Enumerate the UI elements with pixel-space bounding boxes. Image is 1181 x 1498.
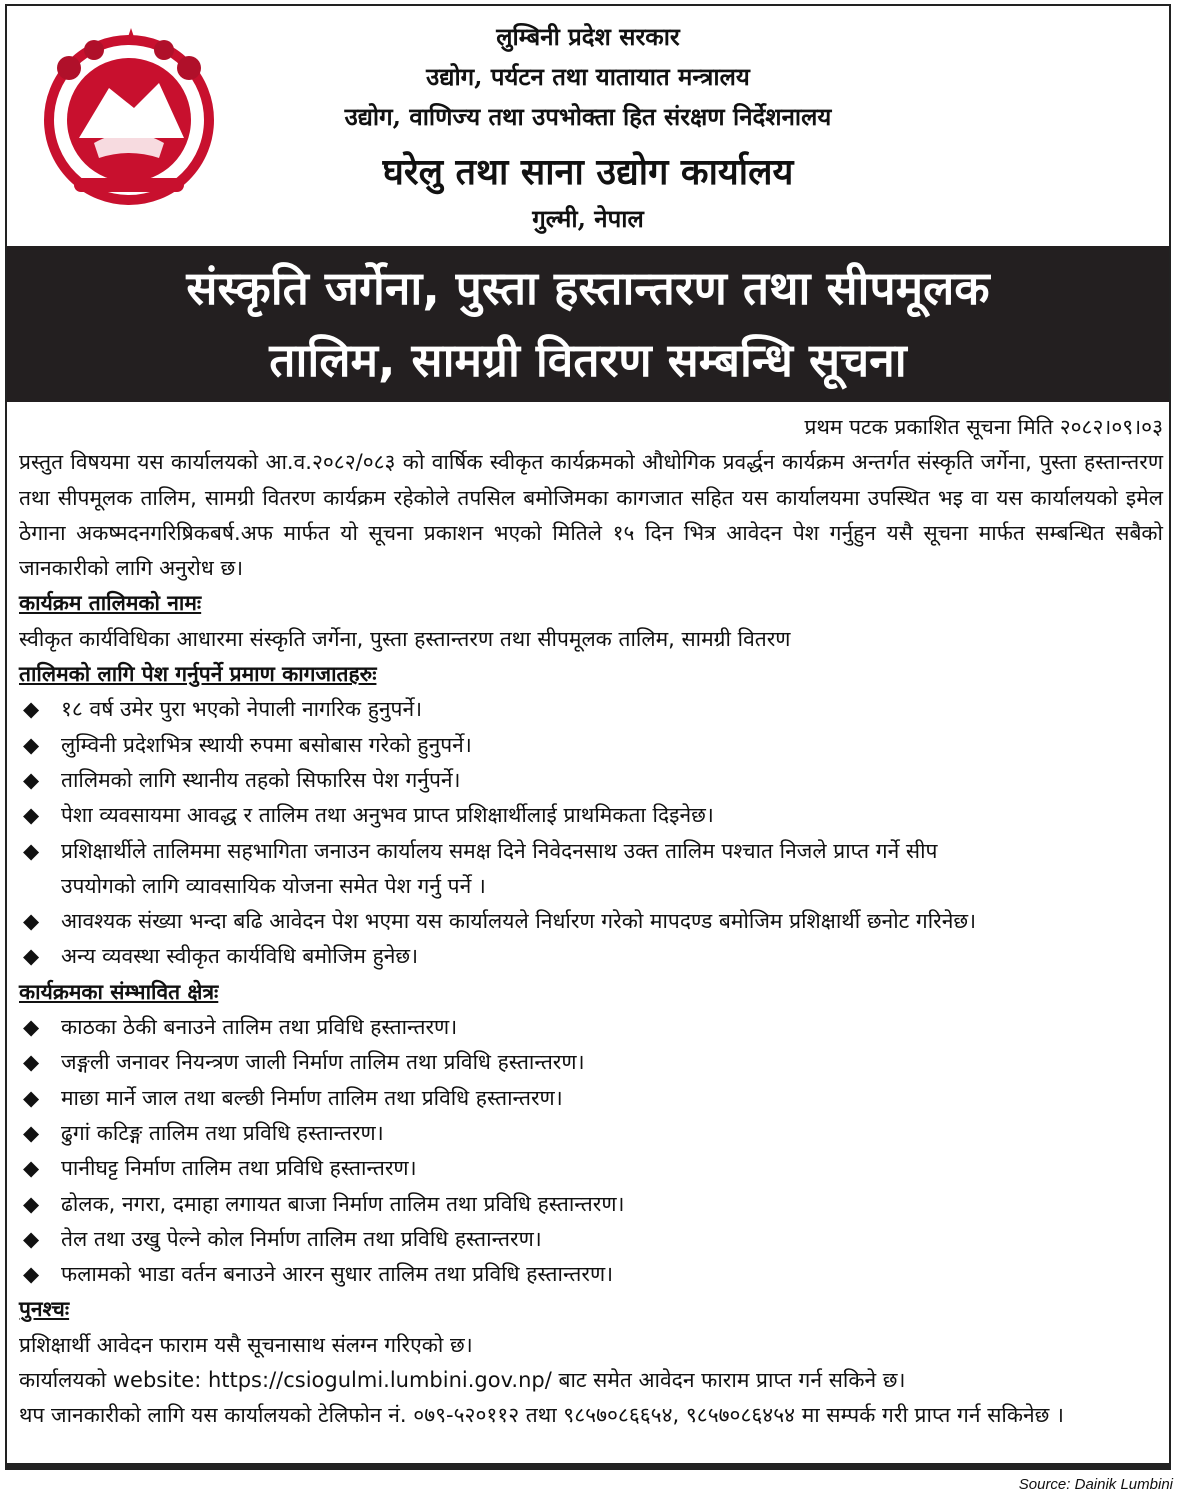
bullet-diamond-icon: ◆	[23, 838, 40, 863]
postscript-website[interactable]: कार्यालयको website: https://csiogulmi.lumbini.gov.np/ बाट समेत आवेदन फाराम प्राप्त गर्न सकिने छ।	[19, 1368, 906, 1393]
list-item	[19, 1081, 1163, 1116]
list-item-text: अन्य व्यवस्था स्वीकृत कार्यविधि बमोजिम हुनेछ।	[61, 944, 419, 969]
list-item	[19, 1116, 1163, 1151]
program-name-heading: कार्यक्रम तालिमको नामः	[19, 591, 202, 616]
list-item-text: पानीघट्ट निर्माण तालिम तथा प्रविधि हस्तान्तरण।	[61, 1156, 417, 1181]
list-item-text: फलामको भाडा वर्तन बनाउने आरन सुधार तालिम तथा प्रविधि हस्तान्तरण।	[61, 1262, 614, 1287]
list-item-text: पेशा व्यवसायमा आवद्ध र तालिम तथा अनुभव प्राप्त प्रशिक्षार्थीलाई प्राथमिकता दिइनेछ।	[61, 803, 714, 828]
notice-body	[19, 410, 1163, 1434]
list-item-text: प्रशिक्षार्थीले तालिममा सहभागिता जनाउन कार्यालय समक्ष दिने निवेदनसाथ उक्त तालिम पश्चात निजले प्राप्त गर्ने सीप	[61, 838, 938, 863]
bullet-diamond-icon: ◆	[23, 1050, 40, 1075]
source-credit: Source: Dainik Lumbini	[1018, 1476, 1173, 1493]
list-item	[19, 1187, 1163, 1222]
bullet-diamond-icon: ◆	[23, 1015, 40, 1040]
bullet-diamond-icon: ◆	[23, 803, 40, 828]
title-line-1: संस्कृति जर्गेना, पुस्ता हस्तान्तरण तथा सीपमूलक	[186, 261, 990, 315]
list-item	[19, 1151, 1163, 1186]
bullet-diamond-icon: ◆	[23, 1120, 40, 1145]
list-item-text: १८ वर्ष उमेर पुरा भएको नेपाली नागरिक हुनुपर्ने।	[61, 697, 423, 722]
notice-frame	[5, 4, 1171, 1470]
postscript-form-note: प्रशिक्षार्थी आवेदन फाराम यसै सूचनासाथ संलग्न गरिएको छ।	[19, 1332, 473, 1357]
list-item	[19, 1257, 1163, 1292]
notice-title-banner	[7, 246, 1169, 402]
bullet-diamond-icon: ◆	[23, 1262, 40, 1287]
bullet-diamond-icon: ◆	[23, 732, 40, 757]
list-item	[19, 834, 1163, 869]
bullet-diamond-icon: ◆	[23, 767, 40, 792]
bullet-diamond-icon: ◆	[23, 944, 40, 969]
areas-heading: कार्यक्रमका संम्भावित क्षेत्रः	[19, 979, 219, 1004]
list-item-text: ढोलक, नगरा, दमाहा लगायत बाजा निर्माण तालिम तथा प्रविधि हस्तान्तरण।	[61, 1191, 625, 1216]
list-item-text: आवश्यक संख्या भन्दा बढि आवेदन पेश भएमा यस कार्यालयले निर्धारण गरेको मापदण्ड बमोजिम प्रशिक्षार्थी छनोट गरिनेछ।	[61, 909, 977, 934]
list-item	[19, 763, 1163, 798]
program-name-text: स्वीकृत कार्यविधिका आधारमा संस्कृति जर्गेना, पुस्ता हस्तान्तरण तथा सीपमूलक तालिम, सामग्री वितरण	[19, 626, 791, 651]
office-name: घरेलु तथा साना उद्योग कार्यालय	[382, 151, 794, 193]
office-location: गुल्मी, नेपाल	[532, 204, 644, 233]
list-item	[19, 1010, 1163, 1045]
publish-date: प्रथम पटक प्रकाशित सूचना मिति २०८२।०९।०३	[804, 415, 1163, 439]
list-item-text: जङ्गली जनावर नियन्त्रण जाली निर्माण तालिम तथा प्रविधि हस्तान्तरण।	[61, 1050, 585, 1075]
bullet-diamond-icon: ◆	[23, 1156, 40, 1181]
postscript-heading: पुनश्चः	[19, 1297, 70, 1322]
list-item	[19, 904, 1163, 939]
list-item	[19, 1045, 1163, 1080]
postscript-contact: थप जानकारीको लागि यस कार्यालयको टेलिफोन नं. ०७९-५२०११२ तथा ९८५७०८६६५४, ९८५७०८६४५४ मा सम्पर्क गरी प्राप्त गर्न सकिनेछ ।	[19, 1403, 1064, 1428]
documents-heading: तालिमको लागि पेश गर्नुपर्ने प्रमाण कागजातहरुः	[19, 662, 377, 687]
bullet-diamond-icon: ◆	[23, 909, 40, 934]
notice-header	[7, 6, 1169, 246]
ministry-name: उद्योग, पर्यटन तथा यातायात मन्त्रालय	[426, 62, 750, 91]
list-item	[19, 728, 1163, 763]
list-item-text: लुम्विनी प्रदेशभित्र स्थायी रुपमा बसोबास गरेको हुनुपर्ने।	[61, 732, 472, 757]
list-item	[19, 798, 1163, 833]
directorate-name: उद्योग, वाणिज्य तथा उपभोक्ता हित संरक्षण निर्देशनालय	[344, 102, 832, 131]
list-item	[19, 692, 1163, 727]
bullet-diamond-icon: ◆	[23, 1226, 40, 1251]
title-line-2: तालिम, सामग्री वितरण सम्बन्धि सूचना	[269, 333, 907, 387]
list-item-text: तालिमको लागि स्थानीय तहको सिफारिस पेश गर्नुपर्ने।	[61, 767, 461, 792]
bullet-diamond-icon: ◆	[23, 1191, 40, 1216]
list-item-continuation: उपयोगको लागि व्यावसायिक योजना समेत पेश गर्नु पर्ने ।	[61, 873, 486, 898]
list-item-text: तेल तथा उखु पेल्ने कोल निर्माण तालिम तथा प्रविधि हस्तान्तरण।	[61, 1226, 542, 1251]
list-item-text: माछा मार्ने जाल तथा बल्छी निर्माण तालिम तथा प्रविधि हस्तान्तरण।	[61, 1085, 563, 1110]
list-item-text: ढुगां कटिङ्ग तालिम तथा प्रविधि हस्तान्तरण।	[61, 1120, 384, 1145]
bullet-diamond-icon: ◆	[23, 1085, 40, 1110]
bullet-diamond-icon: ◆	[23, 697, 40, 722]
province-government: लुम्बिनी प्रदेश सरकार	[496, 22, 680, 51]
intro-paragraph: प्रस्तुत विषयमा यस कार्यालयको आ.व.२०८२/०८३ को वार्षिक स्वीकृत कार्यक्रमको औधोगिक प्रवर्द्धन कार्यक्रम अन्तर्गत संस्कृति जर्गेना, पुस्ता हस्तान्तरण तथा सीपमूलक तालिम, सामग्री वितरण कार्यक्रम रहेकोले तपसिल बमोजिमका कागजात सहित यस कार्यालयमा उपस्थित भइ वा यस कार्यालयको इमेल ठेगाना अकष्मदनगरिष्रिकबर्ष.अफ मार्फत यो सूचना प्रकाशन भएको मितिले १५ दिन भित्र आवेदन पेश गर्नुहुन यसै सूचना मार्फत सम्बन्धित सबैको जानकारीको लागि अनुरोध छ।	[19, 450, 1163, 581]
list-item	[19, 1222, 1163, 1257]
list-item-text: काठका ठेकी बनाउने तालिम तथा प्रविधि हस्तान्तरण।	[61, 1015, 458, 1040]
list-item	[19, 939, 1163, 974]
